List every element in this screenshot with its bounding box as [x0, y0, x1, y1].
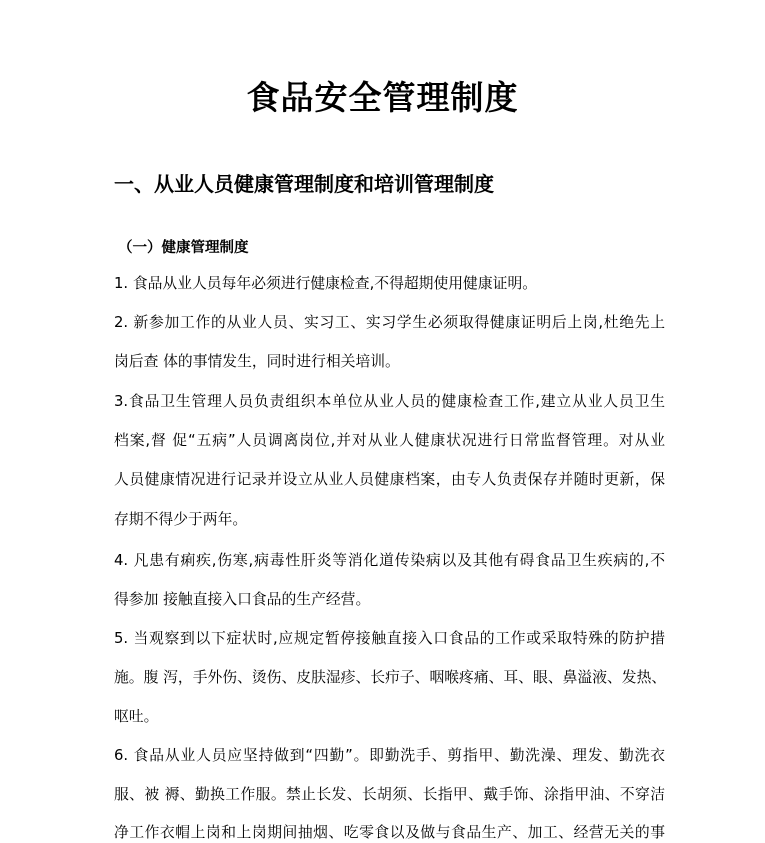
paragraph-line: 4. 凡患有痢疾,伤寒,病毒性肝炎等消化道传染病以及其他有碍食品卫生疾病的,不	[114, 552, 665, 569]
paragraph-line: 3.食品卫生管理人员负责组织本单位从业人员的健康检查工作,建立从业人员卫生	[114, 393, 665, 410]
paragraph-line: 5. 当观察到以下症状时,应规定暂停接触直接入口食品的工作或采取特殊的防护措	[114, 630, 665, 647]
paragraph-line: 施。腹 泻，手外伤、烫伤、皮肤湿疹、长疖子、咽喉疼痛、耳、眼、鼻溢液、发热、	[114, 669, 667, 686]
paragraph-line: 净工作衣帽上岗和上岗期间抽烟、吃零食以及做与食品生产、加工、经营无关的事	[114, 824, 665, 841]
subsection-heading: （一）健康管理制度	[118, 240, 249, 256]
paragraph-line: 呕吐。	[114, 708, 159, 725]
paragraph-line: 岗后查 体的事情发生，同时进行相关培训。	[114, 353, 400, 370]
paragraph-line: 存期不得少于两年。	[114, 511, 248, 528]
section-heading: 一、从业人员健康管理制度和培训管理制度	[114, 172, 494, 196]
paragraph-line: 1. 食品从业人员每年必须进行健康检查,不得超期使用健康证明。	[114, 275, 538, 292]
paragraph-line: 档案,督 促“五病”人员调离岗位,并对从业人健康状况进行日常监督管理。对从业	[114, 432, 665, 449]
document-title: 食品安全管理制度	[246, 78, 519, 117]
paragraph-line: 服、被 褥、勤换工作服。禁止长发、长胡须、长指甲、戴手饰、涂指甲油、不穿洁	[114, 786, 665, 803]
paragraph-line: 人员健康情况进行记录并设立从业人员健康档案，由专人负责保存并随时更新，保	[114, 471, 665, 488]
paragraph-line: 得参加 接触直接入口食品的生产经营。	[114, 591, 371, 608]
paragraph-line: 2. 新参加工作的从业人员、实习工、实习学生必须取得健康证明后上岗,杜绝先上	[114, 314, 665, 331]
paragraph-line: 6. 食品从业人员应坚持做到“四勤”。即勤洗手、剪指甲、勤洗澡、理发、勤洗衣	[114, 747, 665, 764]
